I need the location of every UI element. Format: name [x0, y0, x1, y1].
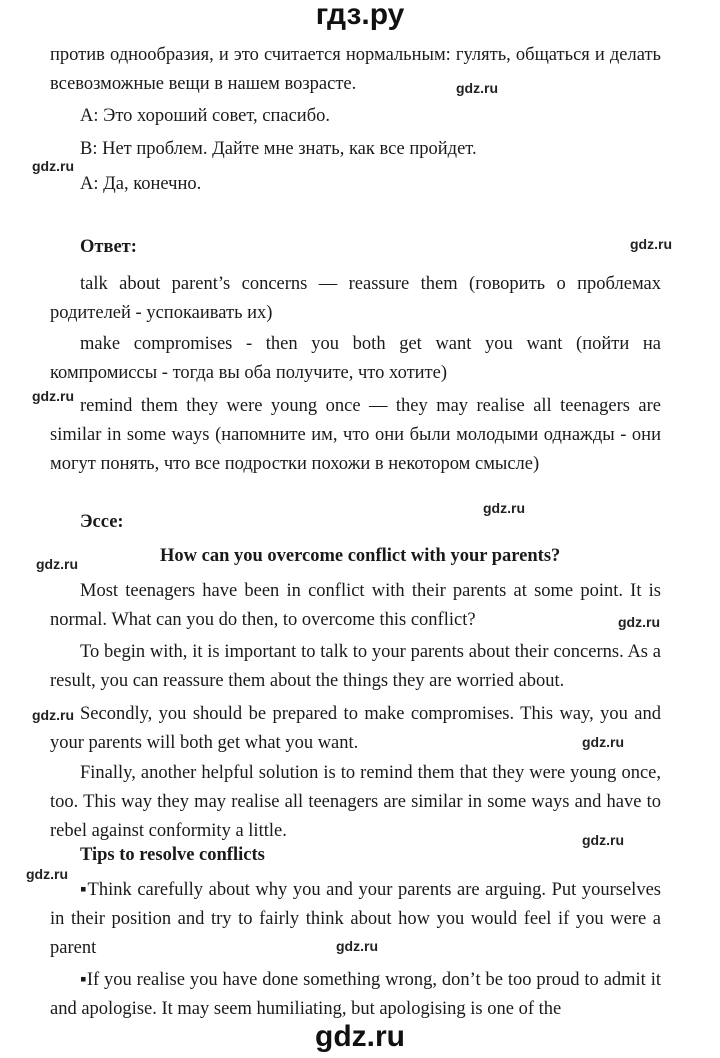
essay-paragraph: To begin with, it is important to talk to your parents about their concerns. As a result, you can reassure them about the things they are worried about.	[50, 642, 661, 691]
dialogue-line-b: В: Нет проблем. Дайте мне знать, как все пройдет.	[80, 139, 477, 159]
watermark: gdz.ru	[36, 556, 78, 572]
watermark: gdz.ru	[32, 707, 74, 723]
watermark: gdz.ru	[32, 158, 74, 174]
watermark: gdz.ru	[582, 832, 624, 848]
tip-item: ▪If you realise you have done something wrong, don’t be too proud to admit it and apologise. It may seem humiliating, but apologising is one of the	[50, 970, 661, 1019]
dialogue-continuation: против однообразия, и это считается нормальным: гулять, общаться и делать всевозможные вещи в нашем возрасте.	[50, 45, 661, 94]
essay-paragraph: Most teenagers have been in conflict with their parents at some point. It is normal. What can you do then, to overcome this conflict?	[50, 581, 661, 630]
watermark: gdz.ru	[32, 388, 74, 404]
essay-title: How can you overcome conflict with your parents?	[160, 546, 561, 566]
answer-item: remind them they were young once — they may realise all teenagers are similar in some ways (напомните им, что они были молодыми однажды - они могут понять, что все подростки похожи в некотором смысле)	[50, 396, 661, 474]
essay-heading: Эссе:	[80, 512, 124, 532]
tips-heading: Tips to resolve conflicts	[80, 845, 265, 865]
tip-item: ▪Think carefully about why you and your parents are arguing. Put yourselves in their position and try to fairly think about how you would feel if you were a parent	[50, 880, 661, 958]
site-url-footer: gdz.ru	[315, 1020, 405, 1053]
watermark: gdz.ru	[483, 500, 525, 516]
watermark: gdz.ru	[26, 866, 68, 882]
dialogue-line-a2: А: Да, конечно.	[80, 174, 202, 194]
essay-paragraph: Finally, another helpful solution is to remind them that they were young once, too. This way they may realise all teenagers are similar in some ways and have to rebel against conformity a little.	[50, 763, 661, 841]
watermark: gdz.ru	[336, 938, 378, 954]
answer-item: talk about parent’s concerns — reassure them (говорить о проблемах родителей - успокаивать их)	[50, 274, 661, 323]
watermark: gdz.ru	[456, 80, 498, 96]
answer-heading: Ответ:	[80, 237, 137, 257]
watermark: gdz.ru	[582, 734, 624, 750]
dialogue-line-a1: А: Это хороший совет, спасибо.	[80, 106, 330, 126]
watermark: gdz.ru	[630, 236, 672, 252]
essay-paragraph: Secondly, you should be prepared to make compromises. This way, you and your parents will both get what you want.	[50, 704, 661, 753]
answer-item: make compromises - then you both get want you want (пойти на компромиссы - тогда вы оба получите, что хотите)	[50, 334, 661, 383]
site-title: гдз.ру	[315, 0, 405, 31]
watermark: gdz.ru	[618, 614, 660, 630]
